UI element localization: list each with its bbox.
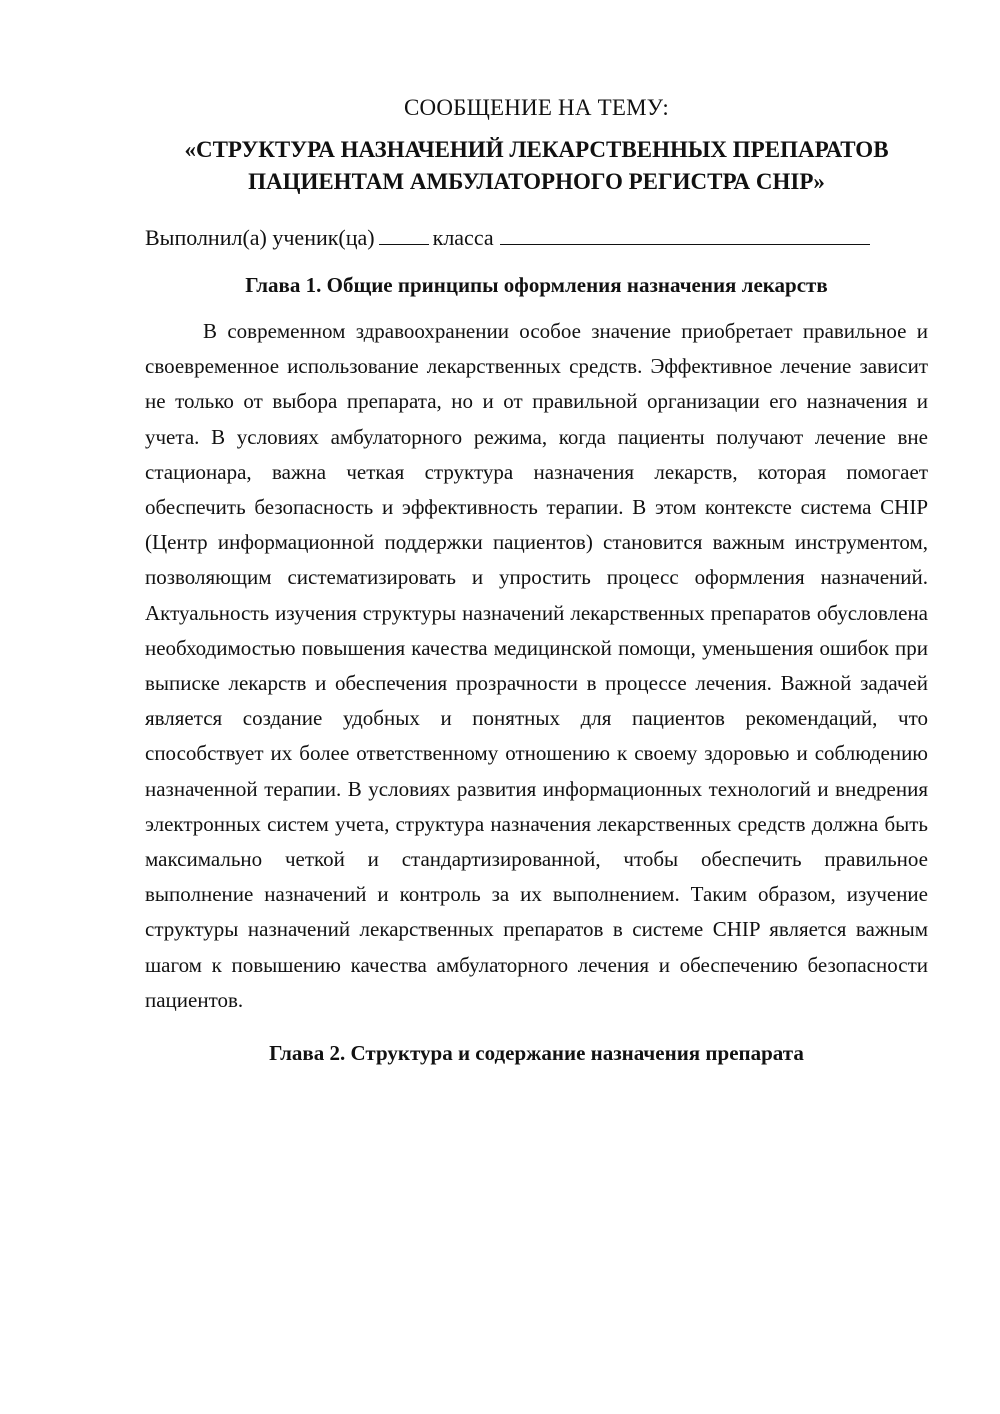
class-word: класса	[432, 225, 494, 250]
class-number-blank	[379, 222, 429, 245]
author-line	[145, 222, 928, 254]
author-prefix: Выполнил(а) ученик(ца)	[145, 225, 375, 250]
chapter-1-title: Глава 1. Общие принципы оформления назначения лекарств	[245, 273, 828, 297]
chapter-1-paragraph: В современном здравоохранении особое значение приобретает правильное и своевременное использование лекарственных средств. Эффективное лечение зависит не только от выбора препарата, но и от правильной организации его назначения и учета. В условиях амбулаторного режима, когда пациенты получают лечение вне стационара, важна четкая структура назначения лекарств, которая помогает обеспечить безопасность и эффективность терапии. В этом контексте система CHIP (Центр информационной поддержки пациентов) становится важным инструментом, позволяющим систематизировать и упростить процесс оформления назначений. Актуальность изучения структуры назначений лекарственных препаратов обусловлена необходимостью повышения качества медицинской помощи, уменьшения ошибок при выписке лекарств и обеспечения прозрачности в процессе лечения. Важной задачей является создание удобных и понятных для пациентов рекомендаций, что способствует их более ответственному отношению к своему здоровью и соблюдению назначенной терапии. В условиях развития информационных технологий и внедрения электронных систем учета, структура назначения лекарственных средств должна быть максимально четкой и стандартизированной, чтобы обеспечить правильное выполнение назначений и контроль за их выполнением. Таким образом, изучение структуры назначений лекарственных препаратов в системе CHIP является важным шагом к повышению качества амбулаторного лечения и обеспечению безопасности пациентов.	[145, 319, 928, 1012]
document-title: «СТРУКТУРА НАЗНАЧЕНИЙ ЛЕКАРСТВЕННЫХ ПРЕПАРАТОВ ПАЦИЕНТАМ АМБУЛАТОРНОГО РЕГИСТРА CHIP»	[184, 137, 889, 194]
student-name-blank	[500, 222, 870, 245]
document-page	[145, 92, 928, 1082]
topic-label: СООБЩЕНИЕ НА ТЕМУ:	[404, 95, 669, 120]
chapter-2-title: Глава 2. Структура и содержание назначения препарата	[269, 1041, 804, 1066]
